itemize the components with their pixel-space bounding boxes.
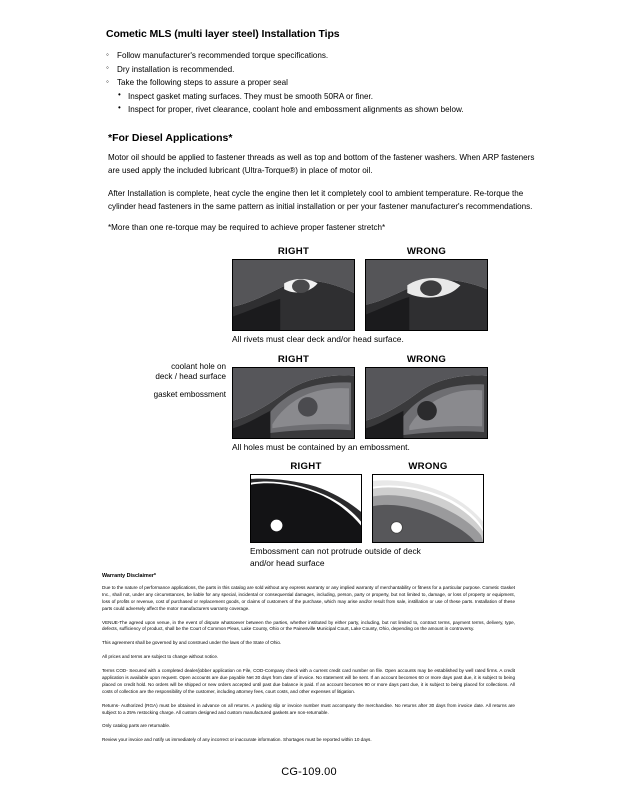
figure-labels [232, 246, 562, 259]
figure-label-right: RIGHT [277, 246, 310, 258]
list-item: ◦ Dry installation is recommended. [106, 63, 562, 76]
warranty-paragraph: Review your invoice and notify us immediately of any incorrect or inaccurate information. Shortages must be reported within 10 days. [102, 737, 372, 743]
warranty-paragraph: Only catalog parts are returnable. [102, 723, 171, 729]
list-item: ◦ Follow manufacturer's recommended torque specifications. [106, 49, 562, 62]
part-number: CG-109.00 [281, 766, 337, 778]
figure-label-wrong: WRONG [408, 461, 448, 473]
callout-coolant-hole: coolant hole on deck / head surface [155, 361, 226, 382]
diesel-note: *More than one re-torque may be required to achieve proper fastener stretch* [108, 223, 386, 233]
warranty-paragraph: All prices and terms are subject to change without notice. [102, 654, 219, 660]
diesel-paragraph-1: Motor oil should be applied to fastener threads as well as top and bottom of the fastener washers. When ARP fasteners are used apply the included lubricant (Ultra-Torque®) in place of motor oil. [108, 153, 535, 176]
figure-caption-embossment: All holes must be contained by an embossment. [232, 441, 410, 452]
figure-labels [232, 354, 562, 367]
figure-image-embossment-right [232, 367, 355, 439]
warranty-paragraph: Due to the nature of performance applications, the parts in this catalog are sold without any express warranty or any implied warranty of merchantability or fitness for a particular purpose. Cometic Gasket Inc., shall not, under any circumstances, be liable for any special, incidental or consequential damages, including, person, party or property, but not limited to, damage, or loss of property or equipment, loss of profits or revenue, cost of purchased or replacement goods, or claims of customers of the purchase, which may arise and/or result from sale, instillation or use of these parts. Installation of these parts could adversely affect the motor manufacturers warranty coverage. [102, 585, 515, 611]
warranty-disclaimer [102, 573, 515, 751]
figure-image-rivet-wrong [365, 259, 488, 331]
figure-images [250, 474, 562, 543]
figure-caption-rivets: All rivets must clear deck and/or head surface. [232, 334, 404, 345]
list-item: • Inspect for proper, rivet clearance, coolant hole and embossment alignments as shown below. [118, 103, 562, 116]
figure-labels [250, 461, 562, 474]
warranty-paragraph: VENUE-The agreed upon venue, in the event of dispute whatsoever between the parties, whether instituted by either party, including, but not limited to, contract terms, payment terms, delivery, type, defects, sufficiency of product, shall be the Court of Common Pleas, Lake County, Ohio or the Painesville Municipal Court, Lake County, Ohio, depending on the amount in controversy. [102, 619, 515, 632]
figure-label-right: RIGHT [277, 353, 310, 365]
figure-group-protrusion [250, 461, 562, 569]
figure-images [232, 259, 562, 331]
figure-label-right: RIGHT [290, 461, 322, 473]
warranty-heading: Warranty Disclaimer* [102, 573, 157, 579]
figure-caption-protrusion: Embossment can not protrude outside of deck and/or head surface [250, 546, 421, 568]
diesel-paragraph-2: After Installation is complete, heat cycle the engine then let it completely cool to ambient temperature. Re-torque the cylinder head fasteners in the same pattern as initial installation or per your fastener manufacturer's recommendations. [108, 189, 533, 212]
installation-tips-list [106, 49, 562, 89]
list-item: • Inspect gasket mating surfaces. They must be smooth 50RA or finer. [118, 90, 562, 103]
figure-group-rivets [232, 246, 562, 345]
section-heading-diesel: *For Diesel Applications* [108, 132, 233, 145]
figure-image-rivet-right [232, 259, 355, 331]
page-title: Cometic MLS (multi layer steel) Installation Tips [106, 28, 340, 40]
figure-image-embossment-wrong [365, 367, 488, 439]
figure-label-wrong: WRONG [406, 246, 447, 258]
warranty-paragraph: Terms COD- Secured with a completed dealer/jobber application on File, COD-Company check with a current credit card number on file. Open accounts may be established by well rated firms. A credit application is available upon request. Open accounts are due payable Net 30 days from date of invoice. No statement will be sent. If an account becomes 60 or more days past due, it is subject to being placed on credit hold. No orders will be shipped or new orders accepted until past due balance is paid. If an account becomes 90 or more days past due, it is subject to being placed for collections. All costs of collection are the responsibility of the customer, including attorney fees, court costs, and other expenses of litigation. [102, 668, 515, 694]
figure-image-protrusion-wrong [372, 474, 484, 543]
figure-label-wrong: WRONG [406, 353, 447, 365]
figure-group-embossment [153, 353, 562, 453]
figure-images [232, 367, 562, 439]
callout-gasket-embossment: gasket embossment [153, 389, 226, 399]
warranty-paragraph: Returns- Authorized (RGA) must be obtained in advance on all returns. A packing slip or invoice number must accompany the merchandise. No returns after 30 days from invoice date. All returns are subject to a 25% restocking charge. All custom designed and custom manufactured gaskets are non-returnable. [102, 702, 515, 715]
figure-image-protrusion-right [250, 474, 362, 543]
list-item: ◦ Take the following steps to assure a proper seal [106, 76, 562, 89]
installation-tips-sublist [106, 90, 562, 116]
warranty-paragraph: This agreement shall be governed by and construed under the laws of the State of Ohio. [102, 640, 282, 646]
